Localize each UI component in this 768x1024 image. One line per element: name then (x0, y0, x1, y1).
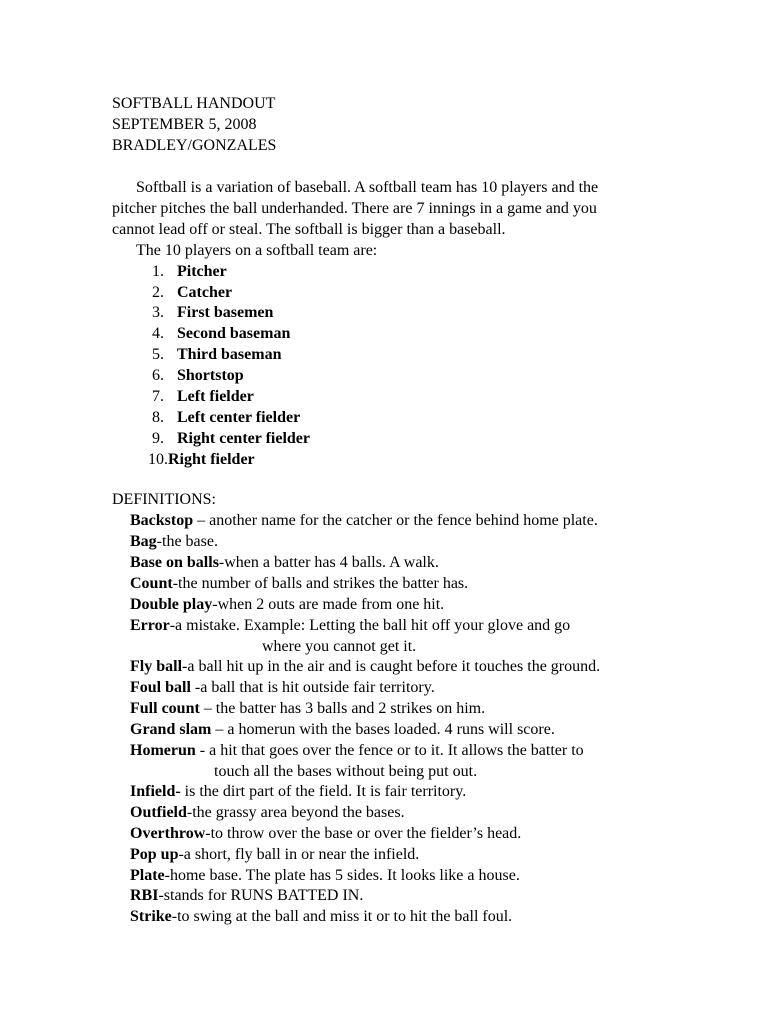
definition-text: -the grassy area beyond the bases. (186, 804, 405, 821)
player-name: First basemen (177, 304, 274, 321)
definition-term: Homerun (130, 742, 196, 759)
definition-item (130, 866, 520, 886)
definition-term: Fly ball (130, 658, 183, 675)
definition-text: -when 2 outs are made from one hit. (212, 596, 445, 613)
definition-item (130, 782, 466, 802)
definition-text: -a mistake. Example: Letting the ball hit off your glove and go (169, 617, 571, 634)
list-item (152, 429, 310, 449)
definition-text: -a ball that is hit outside fair territory. (190, 679, 435, 696)
player-name: Right center fielder (177, 430, 310, 447)
definition-term: Double play (130, 596, 213, 613)
definition-text: -stands for RUNS BATTED IN. (158, 887, 364, 904)
definition-item (130, 803, 405, 823)
list-item (152, 262, 227, 282)
definition-term: Bag (130, 533, 157, 550)
list-number: 3. (152, 304, 164, 321)
list-number: 6. (152, 367, 164, 384)
player-name: Pitcher (177, 263, 227, 280)
definition-text: -a short, fly ball in or near the infield. (178, 846, 420, 863)
definition-item (130, 845, 419, 865)
player-name: Right fielder (168, 451, 255, 468)
definition-text: – the batter has 3 balls and 2 strikes on him. (199, 700, 486, 717)
list-number: 10. (148, 451, 168, 468)
list-item (152, 387, 254, 407)
definition-item (130, 553, 439, 573)
intro-line-1: Softball is a variation of baseball. A softball team has 10 players and the (136, 179, 599, 196)
definition-term: Plate (130, 867, 165, 884)
definition-item (130, 886, 363, 906)
definition-item (130, 595, 444, 615)
definition-term: Count (130, 575, 173, 592)
player-name: Third baseman (177, 346, 282, 363)
definition-term: Error (130, 617, 170, 634)
definition-term: Infield- (130, 783, 181, 800)
definition-item (130, 720, 555, 740)
definition-continuation: touch all the bases without being put out. (214, 763, 478, 780)
list-number: 8. (152, 409, 164, 426)
player-name: Left center fielder (177, 409, 301, 426)
player-name: Left fielder (177, 388, 254, 405)
definition-text: is the dirt part of the field. It is fair territory. (180, 783, 467, 800)
definition-item (130, 907, 512, 927)
definition-text: -home base. The plate has 5 sides. It looks like a house. (164, 867, 520, 884)
definition-text: - a hit that goes over the fence or to it. It allows the batter to (195, 742, 584, 759)
definition-term: Backstop (130, 512, 194, 529)
definition-term: Outfield (130, 804, 187, 821)
definition-item (130, 741, 584, 761)
player-name: Second baseman (177, 325, 291, 342)
intro-line-3: cannot lead off or steal. The softball is bigger than a baseball. (112, 221, 506, 238)
handout-date: SEPTEMBER 5, 2008 (112, 116, 257, 133)
handout-authors: BRADLEY/GONZALES (112, 137, 277, 154)
definition-text: -a ball hit up in the air and is caught before it touches the ground. (182, 658, 601, 675)
definition-text: – another name for the catcher or the fence behind home plate. (193, 512, 598, 529)
definition-item (130, 699, 485, 719)
definition-term: RBI (130, 887, 159, 904)
list-item (152, 283, 232, 303)
definition-item (130, 616, 570, 636)
definition-text: – a homerun with the bases loaded. 4 runs will score. (211, 721, 555, 738)
definition-text: -when a batter has 4 balls. A walk. (218, 554, 439, 571)
handout-title: SOFTBALL HANDOUT (112, 95, 276, 112)
list-item (152, 303, 273, 323)
definition-term: Foul ball (130, 679, 191, 696)
list-number: 4. (152, 325, 164, 342)
definition-item (130, 657, 600, 677)
definition-term: Grand slam (130, 721, 212, 738)
player-name: Shortstop (177, 367, 244, 384)
definition-term: Overthrow (130, 825, 206, 842)
list-item (152, 408, 300, 428)
list-item (148, 450, 255, 470)
definition-item (130, 574, 468, 594)
definition-item (130, 532, 218, 552)
definition-term: Strike (130, 908, 172, 925)
definition-item (130, 678, 435, 698)
list-item (152, 324, 290, 344)
player-name: Catcher (177, 284, 233, 301)
list-number: 7. (152, 388, 164, 405)
list-item (152, 345, 281, 365)
definition-text: -the base. (156, 533, 218, 550)
definitions-heading: DEFINITIONS: (112, 491, 216, 508)
list-number: 9. (152, 430, 164, 447)
definition-item (130, 824, 521, 844)
list-number: 1. (152, 263, 164, 280)
definition-item (130, 511, 598, 531)
definition-term: Base on balls (130, 554, 219, 571)
definition-text: -to swing at the ball and miss it or to hit the ball foul. (171, 908, 513, 925)
list-number: 5. (152, 346, 164, 363)
intro-line-2: pitcher pitches the ball underhanded. There are 7 innings in a game and you (112, 200, 597, 217)
definition-text: -the number of balls and strikes the batter has. (172, 575, 469, 592)
intro-line-4: The 10 players on a softball team are: (136, 242, 378, 259)
list-number: 2. (152, 284, 164, 301)
list-item (152, 366, 244, 386)
definition-term: Pop up (130, 846, 179, 863)
definition-text: -to throw over the base or over the fielder’s head. (205, 825, 522, 842)
definition-continuation: where you cannot get it. (262, 638, 417, 655)
definition-term: Full count (130, 700, 200, 717)
